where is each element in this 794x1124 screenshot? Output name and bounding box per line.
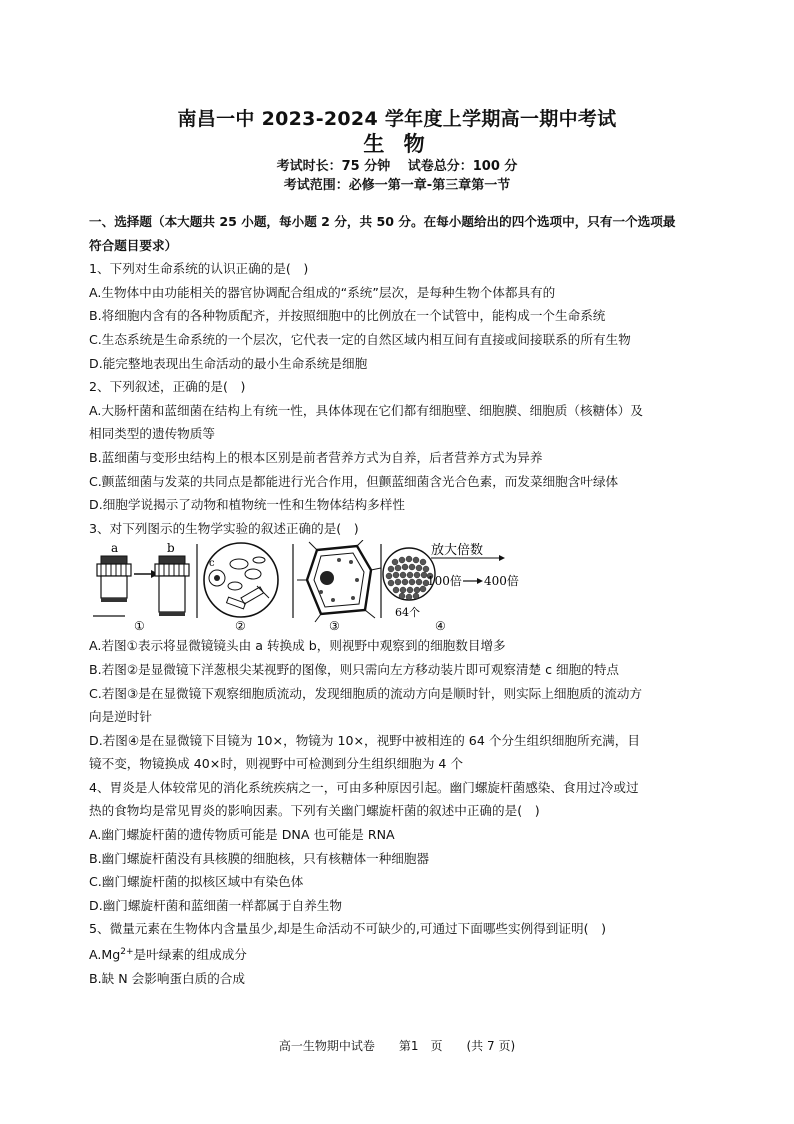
cell-count-label: 64个	[395, 606, 420, 620]
q4-option-a: A.幽门螺旋杆菌的遗传物质可能是 DNA 也可能是 RNA	[89, 827, 395, 843]
q3-stem: 3、对下列图示的生物学实验的叙述正确的是( )	[89, 520, 359, 536]
figure-1-objectives	[93, 541, 189, 633]
q3-option-c: C.若图③是在显微镜下观察细胞质流动，发现细胞质的流动方向是顺时针，则实际上细胞质的流动方	[89, 685, 643, 701]
q3-figure-svg	[89, 540, 693, 634]
q3-option-b: B.若图②是显微镜下洋葱根尖某视野的图像，则只需向左方移动装片即可观察清楚 c 细胞的特点	[89, 661, 620, 677]
exam-meta-scope: 考试范围：必修一第一章-第三章第一节	[283, 178, 511, 193]
q1-option-d: D.能完整地表现出生命活动的最小生命系统是细胞	[89, 355, 368, 371]
label-c: c	[209, 558, 215, 570]
exam-meta-duration: 考试时长：75 分钟 试卷总分：100 分	[276, 159, 518, 174]
q5-option-a-superscript: 2+	[120, 947, 134, 958]
q1-option-b: B.将细胞内含有的各种物质配齐，并按照细胞中的比例放在一个试管中，能构成一个生命系统	[89, 308, 606, 324]
figure-4-number: ④	[435, 619, 446, 634]
figure-2-number: ②	[235, 619, 246, 634]
q1-option-c: C.生态系统是生命系统的一个层次，它代表一定的自然区域内相互间有直接或间接联系的所有生物	[89, 331, 631, 347]
figure-3-plant-cell	[297, 540, 381, 633]
q2-option-c: C.颤蓝细菌与发菜的共同点是都能进行光合作用，但颤蓝细菌含光合色素，而发菜细胞含叶绿体	[89, 473, 619, 489]
question-content	[89, 210, 693, 990]
q3-option-d: D.若图④是在显微镜下目镜为 10×，物镜为 10×，视野中被相连的 64 个分生组织细胞所充满，目	[89, 732, 640, 748]
page-footer: 高一生物期中试卷 第1 页 (共 7 页)	[278, 1039, 516, 1053]
section-heading: 一、选择题（本大题共 25 小题，每小题 2 分，共 50 分。在每小题给出的四个选项中，只有一个选项最	[89, 214, 676, 229]
q5-option-a-text: 是叶绿素的组成成分	[133, 947, 247, 963]
q4-option-d: D.幽门螺旋杆菌和蓝细菌一样都属于自养生物	[89, 897, 342, 913]
q4-option-c: C.幽门螺旋杆菌的拟核区域中有染色体	[89, 874, 304, 890]
q4-stem: 4、胃炎是人体较常见的消化系统疾病之一，可由多种原因引起。幽门螺旋杆菌感染、食用过冷或过	[89, 779, 639, 795]
q5-stem: 5、微量元素在生物体内含量虽少,却是生命活动不可缺少的,可通过下面哪些实例得到证明( )	[89, 921, 607, 937]
zoom-from: 100倍	[427, 574, 462, 589]
label-a: a	[111, 541, 119, 556]
zoom-to: 400倍	[484, 574, 519, 589]
figure-1-number: ①	[134, 619, 145, 634]
subject-title: 生 物	[363, 132, 431, 156]
q4-option-b: B.幽门螺旋杆菌没有具核膜的细胞核，只有核糖体一种细胞器	[89, 850, 430, 866]
figure-4-magnification	[383, 542, 519, 633]
q3-figures	[89, 540, 693, 634]
q2-option-d: D.细胞学说揭示了动物和植物统一性和生物体结构多样性	[89, 497, 405, 513]
q3-option-d-cont: 镜不变，物镜换成 40×时，则视野中可检测到分生组织细胞为 4 个	[89, 756, 464, 772]
q2-option-b: B.蓝细菌与变形虫结构上的根本区别是前者营养方式为自养，后者营养方式为异养	[89, 449, 543, 465]
exam-title: 南昌一中 2023-2024 学年度上学期高一期中考试	[177, 108, 617, 130]
label-b: b	[167, 541, 175, 556]
figure-3-number: ③	[329, 619, 340, 634]
q2-option-a: A.大肠杆菌和蓝细菌在结构上有统一性，具体体现在它们都有细胞壁、细胞膜、细胞质（核糖体）及	[89, 402, 643, 418]
q3-option-a: A.若图①表示将显微镜镜头由 a 转换成 b，则视野中观察到的细胞数目增多	[89, 638, 506, 654]
q2-option-a-cont: 相同类型的遗传物质等	[89, 426, 215, 442]
section-heading-cont: 符合题目要求）	[89, 237, 178, 253]
zoom-title: 放大倍数	[431, 543, 484, 559]
q2-stem: 2、下列叙述，正确的是( )	[89, 379, 246, 395]
q3-option-c-cont: 向是逆时针	[89, 709, 152, 725]
q5-option-a-prefix: A.Mg	[89, 947, 121, 963]
q5-option-b: B.缺 N 会影响蛋白质的合成	[89, 970, 246, 986]
q1-stem: 1、下列对生命系统的认识正确的是( )	[89, 261, 309, 277]
q5-option-a	[89, 941, 693, 967]
q4-stem-cont: 热的食物均是常见胃炎的影响因素。下列有关幽门螺旋杆菌的叙述中正确的是( )	[89, 803, 540, 819]
figure-2-root-tip	[204, 543, 278, 633]
q1-option-a: A.生物体中由功能相关的器官协调配合组成的“系统”层次，是每种生物个体都具有的	[89, 284, 556, 300]
